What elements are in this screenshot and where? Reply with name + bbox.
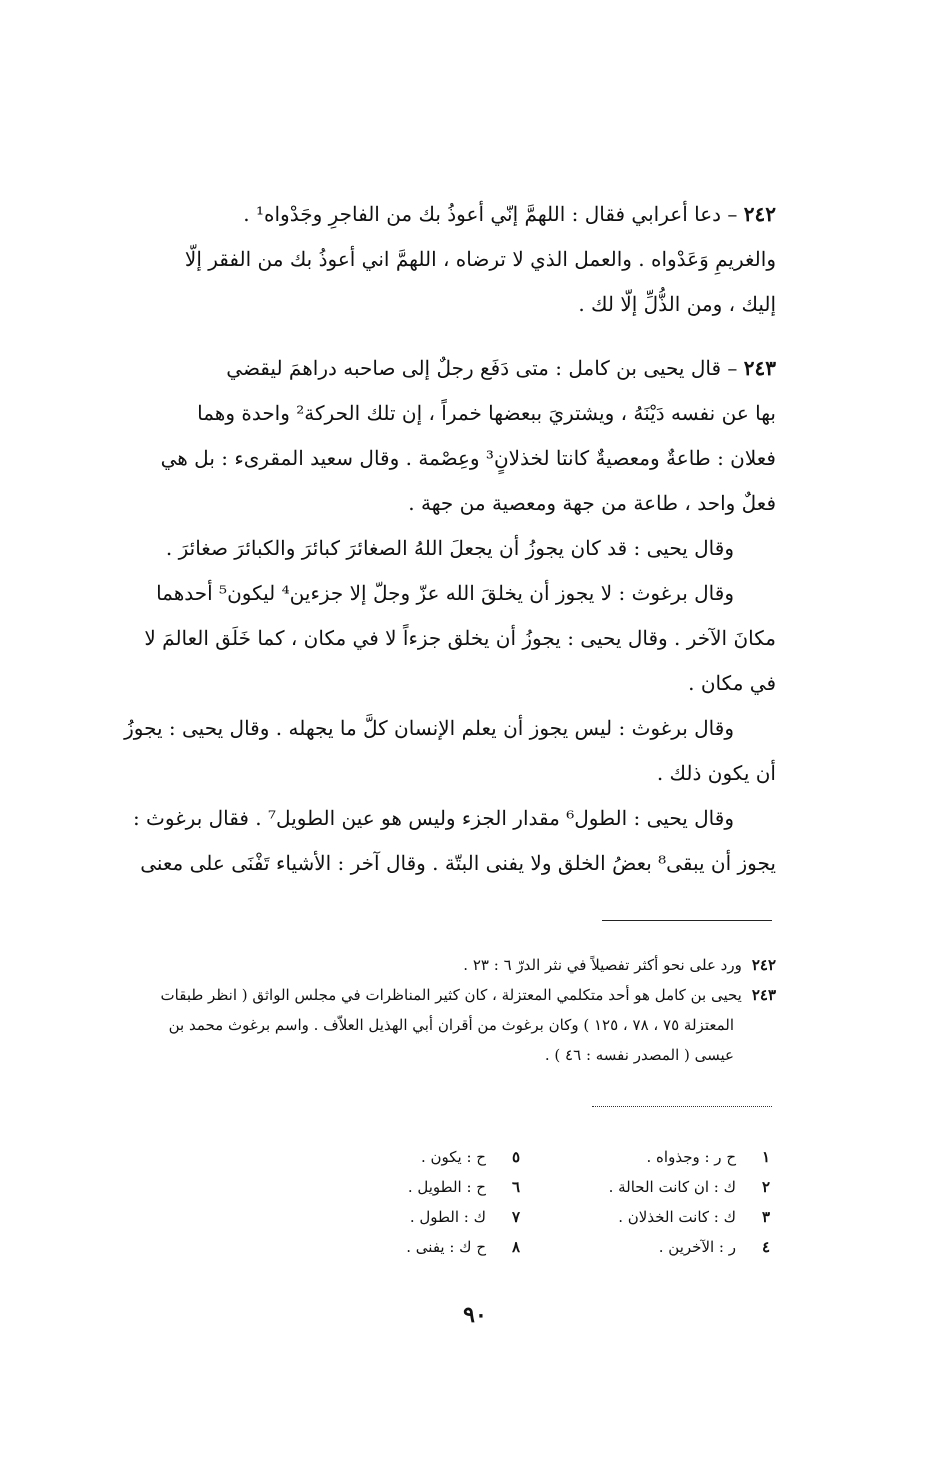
variant-item: ٧ك : الطول . [409,1208,520,1226]
paragraph-242 [108,192,776,327]
variant-item: ١ح ر : وجذواه . [646,1148,770,1166]
text-line: فعلان : طاعةٌ ومعصيةٌ كانتا لخذلانٍ³ وعِصْمة . وقال سعيد المقرىء : بل هي [160,446,776,470]
paragraph-number: ٢٤٣ [743,356,776,380]
text-line: في مكان . [688,671,776,695]
text-line: بها عن نفسه دَيْنَهُ ، ويشتريَ ببعضها خمراً ، إن تلك الحركة² واحدة وهما [197,401,776,425]
variant-item: ٢ك : ان كانت الحالة . [608,1178,770,1196]
variant-item: ٣ك : كانت الخذلان . [618,1208,770,1226]
footnote: ٢٤٢ورد على نحو أكثر تفصيلاً في نثر الدرّ ٦ : ٢٣ . [463,956,776,974]
page-number: ٩٠ [463,1302,487,1328]
variant-item: ٦ح : الطويل . [407,1178,520,1196]
text-line: يجوز أن يبقى⁸ بعضُ الخلق ولا يفنى البتّة . وقال آخر : الأشياء تَفْنَى على معنى [140,851,776,875]
text-line: أن يكون ذلك . [656,761,776,785]
variant-item: ٨ح ك : يفنى . [406,1238,520,1256]
text-line: ٢٤٢ – دعا أعرابي فقال : اللهمَّ إنّي أعوذُ بك من الفاجرِ وجَدْواه¹ . [243,202,776,226]
footnotes [108,950,776,1070]
text-line: والغريمِ وَعَدْواه . والعمل الذي لا ترضاه ، اللهمَّ اني أعوذُ بك من الفقر إلّا [184,247,776,271]
text-line: وقال برغوث : ليس يجوز أن يعلم الإنسان كلَّ ما يجهله . وقال يحيى : يجوزُ [124,716,734,740]
footnote-line: المعتزلة ٧٥ ، ٧٨ ، ١٢٥ ) وكان برغوث من أقران أبي الهذيل العلاّف . واسم برغوث محمد بن [168,1016,734,1034]
textual-variants [270,1142,770,1262]
text-line: ٢٤٣ – قال يحيى بن كامل : متى دَفَع رجلٌ إلى صاحبه دراهمَ ليقضي [226,356,776,380]
paragraph-number: ٢٤٢ [743,202,776,226]
footnote-divider [602,920,772,921]
text-line: وقال يحيى : قد كان يجوزُ أن يجعلَ اللهُ الصغائرَ كبائرَ والكبائرَ صغائرَ . [165,536,734,560]
variant-item: ٤ر : الآخرين . [658,1238,770,1256]
text-line: فعلٌ واحد ، طاعة من جهة ومعصية من جهة . [408,491,776,515]
text-line: إليك ، ومن الذُّلِّ إلّا لك . [578,292,776,316]
text-line: مكانَ الآخر . وقال يحيى : يجوزُ أن يخلق جزءاً لا في مكان ، كما خَلَق العالمَ لا [144,626,776,650]
variant-item: ٥ح : يكون . [420,1148,520,1166]
footnote: ٢٤٣يحيى بن كامل هو أحد متكلمي المعتزلة ، كان كثير المناظرات في مجلس الواثق ( انظر طبقات [160,986,776,1004]
text-line: وقال يحيى : الطول⁶ مقدار الجزء وليس هو عين الطويل⁷ . فقال برغوث : [132,806,734,830]
footnote-line: عيسى ( المصدر نفسه : ٤٦ ) . [544,1046,734,1064]
text-line: وقال برغوث : لا يجوز أن يخلقَ الله عزّ وجلّ إلا جزءين⁴ ليكون⁵ أحدهما [156,581,734,605]
paragraph-243 [108,346,776,886]
variants-divider [592,1106,772,1107]
